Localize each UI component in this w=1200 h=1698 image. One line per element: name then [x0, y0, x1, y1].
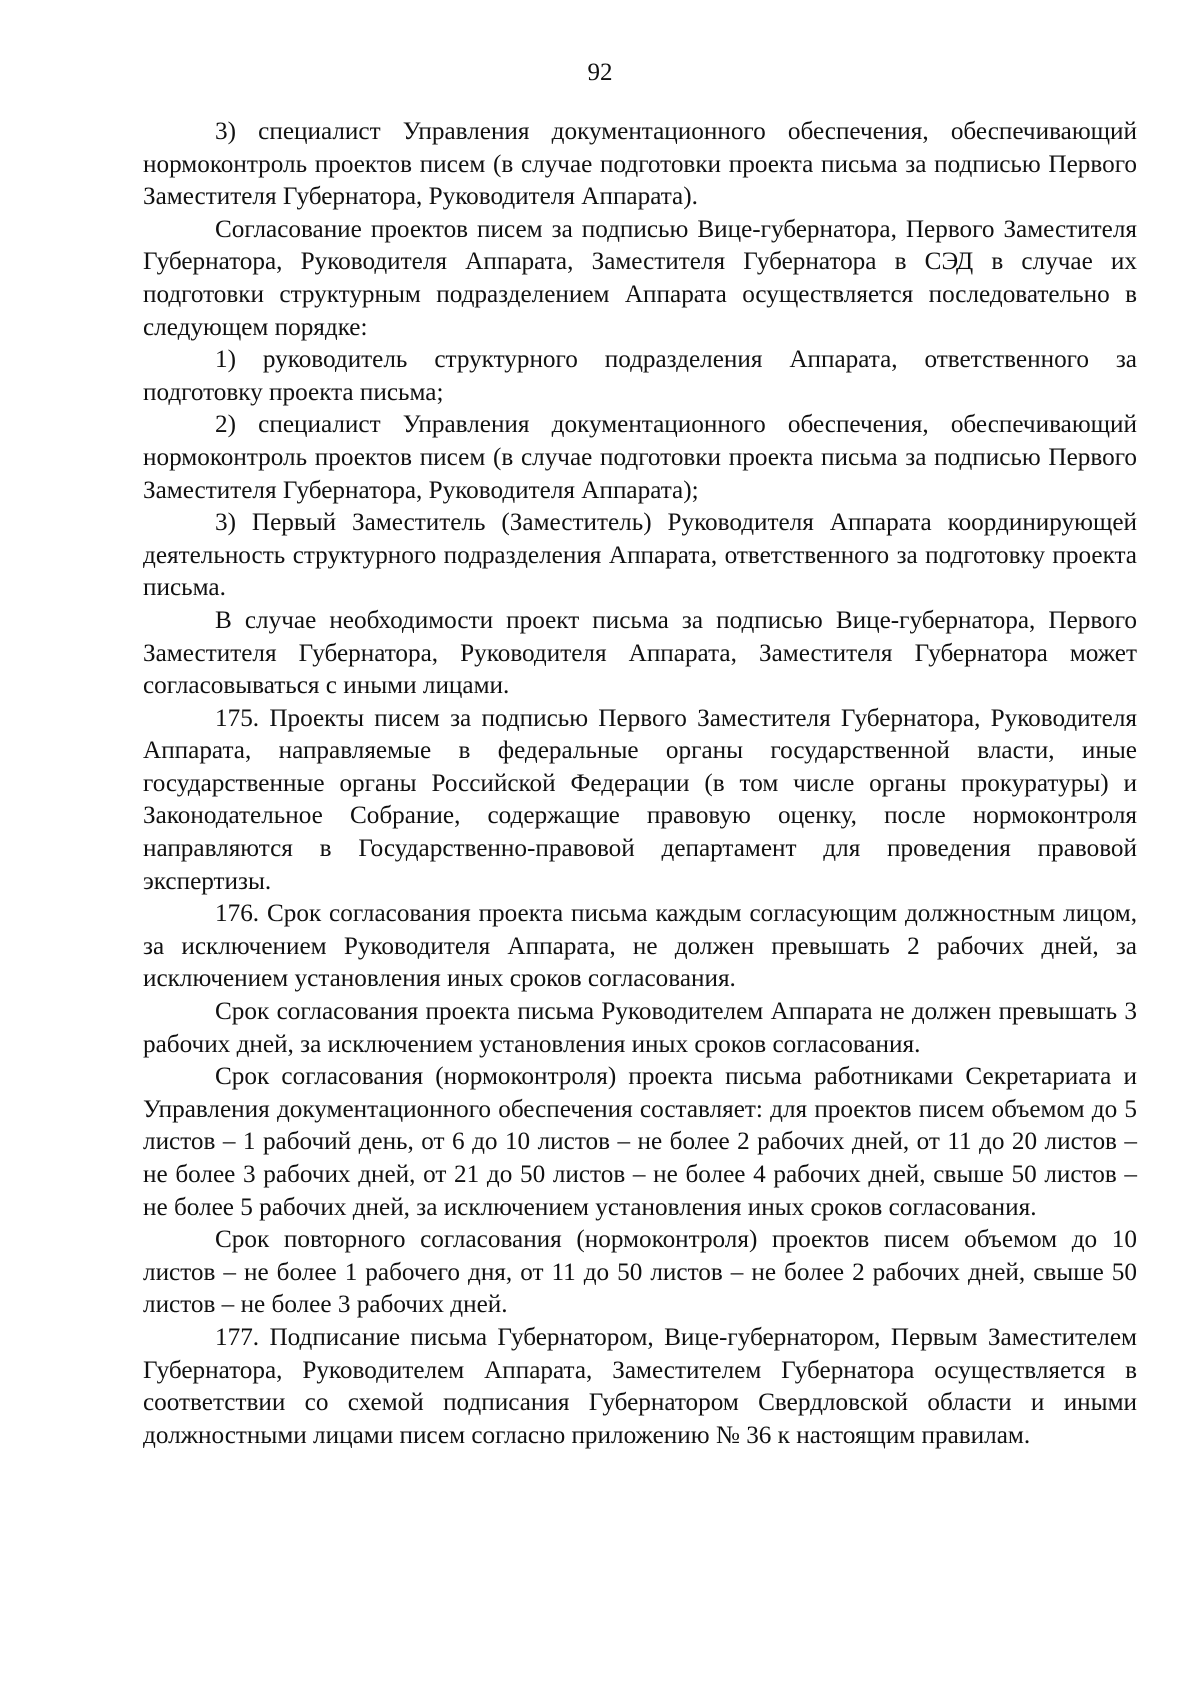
- paragraph-176: 176. Срок согласования проекта письма каждым согласующим должностным лицом, за исключением Руководителя Аппарата, не должен превышать 2 рабочих дней, за исключением установления иных сроков согласования.: [143, 900, 1137, 993]
- paragraph-head-term: Срок согласования проекта письма Руководителем Аппарата не должен превышать 3 рабочих дней, за исключением установления иных сроков согласования.: [143, 998, 1137, 1058]
- paragraph-item-1-head: 1) руководитель структурного подразделения Аппарата, ответственного за подготовку проекта письма;: [143, 346, 1137, 406]
- paragraph-177: 177. Подписание письма Губернатором, Вице-губернатором, Первым Заместителем Губернатора, Руководителем Аппарата, Заместителем Губернатора осуществляется в соответствии со схемой подписания Губернатором Свердловской области и иными должностными лицами писем согласно приложению № 36 к настоящим правилам.: [143, 1323, 1137, 1449]
- paragraph-other-persons: В случае необходимости проект письма за подписью Вице-губернатора, Первого Заместителя Губернатора, Руководителя Аппарата, Заместителя Губернатора может согласовываться с иными лицами.: [143, 606, 1137, 700]
- paragraph-repeat-term: Срок повторного согласования (нормоконтроля) проектов писем объемом до 10 листов – не более 1 рабочего дня, от 11 до 50 листов – не более 2 рабочих дней, свыше 50 листов – не более 3 рабочих дней.: [143, 1226, 1137, 1319]
- paragraph-item-3-deputy: 3) Первый Заместитель (Заместитель) Руководителя Аппарата координирующей деятельность структурного подразделения Аппарата, ответственного за подготовку проекта письма.: [143, 509, 1137, 602]
- page-number: 92: [587, 59, 613, 86]
- paragraph-175: 175. Проекты писем за подписью Первого Заместителя Губернатора, Руководителя Аппарата, направляемые в федеральные органы государственной власти, иные государственные органы Российской Федерации (в том числе органы прокуратуры) и Законодательное Собрание, содержащие правовую оценку, после нормоконтроля направляются в Государственно-правовой департамент для проведения правовой экспертизы.: [143, 704, 1137, 895]
- paragraph-item-3-specialist: 3) специалист Управления документационного обеспечения, обеспечивающий нормоконтроль проектов писем (в случае подготовки проекта письма за подписью Первого Заместителя Губернатора, Руководителя Аппарата).: [143, 118, 1137, 211]
- document-body: [143, 116, 1137, 1452]
- paragraph-normcontrol-term: Срок согласования (нормоконтроля) проекта письма работниками Секретариата и Управления документационного обеспечения составляет: для проектов писем объемом до 5 листов – 1 рабочий день, от 6 до 10 листов – не более 2 рабочих дней, от 11 до 20 листов – не более 3 рабочих дней, от 21 до 50 листов – не более 4 рабочих дней, свыше 50 листов – не более 5 рабочих дней, за исключением установления иных сроков согласования.: [143, 1063, 1137, 1221]
- paragraph-item-2-specialist: 2) специалист Управления документационного обеспечения, обеспечивающий нормоконтроль проектов писем (в случае подготовки проекта письма за подписью Первого Заместителя Губернатора, Руководителя Аппарата);: [143, 411, 1137, 504]
- paragraph-approval-order: Согласование проектов писем за подписью Вице-губернатора, Первого Заместителя Губернатора, Руководителя Аппарата, Заместителя Губернатора в СЭД в случае их подготовки структурным подразделением Аппарата осуществляется последовательно в следующем порядке:: [143, 215, 1137, 341]
